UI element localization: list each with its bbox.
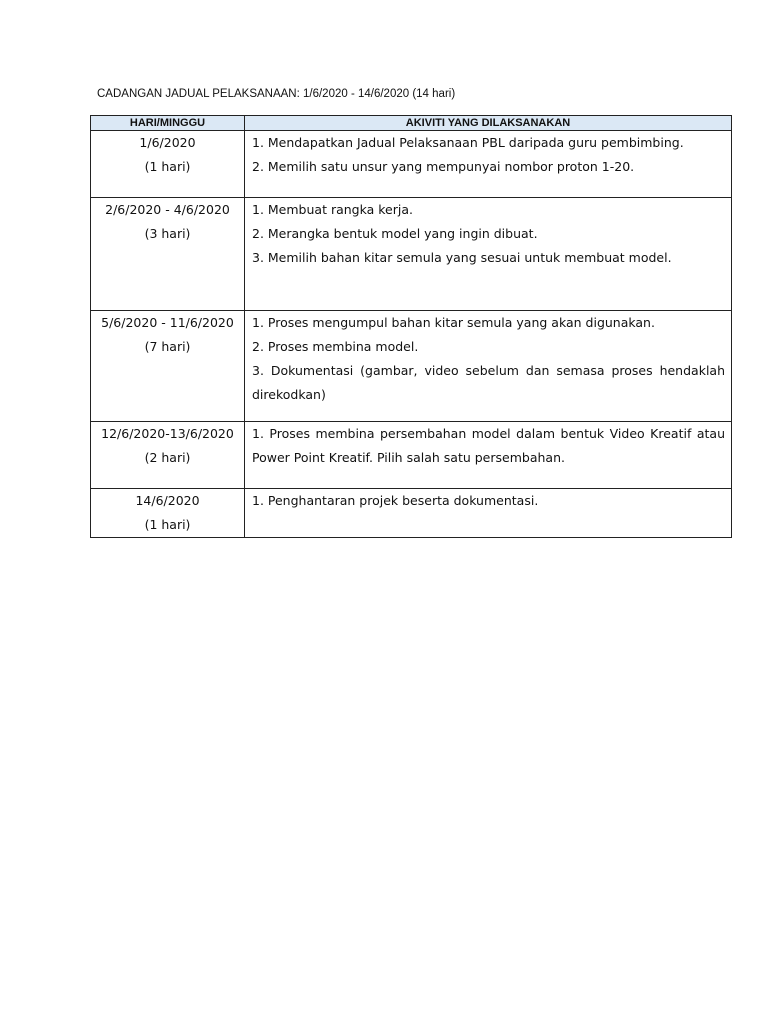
activities-cell (245, 198, 732, 311)
date-range: 1/6/2020 (139, 135, 196, 150)
activity-item: 2. Memilih satu unsur yang mempunyai nombor proton 1-20. (252, 159, 635, 174)
activities-cell (245, 489, 732, 538)
table-row (91, 489, 732, 538)
table-row (91, 131, 732, 198)
duration: (2 hari) (144, 450, 191, 465)
date-cell (91, 131, 245, 198)
activity-item: 1. Membuat rangka kerja. (252, 202, 413, 217)
column-header-activities: AKIVITI YANG DILAKSANAKAN (245, 116, 732, 131)
activity-item: 1. Penghantaran projek beserta dokumentasi. (252, 493, 539, 508)
schedule-table (90, 115, 732, 538)
duration: (1 hari) (144, 517, 191, 532)
date-cell (91, 489, 245, 538)
activities-cell (245, 311, 732, 422)
activity-item: 3. Dokumentasi (gambar, video sebelum dan semasa proses hendaklah direkodkan) (252, 363, 725, 402)
date-cell (91, 311, 245, 422)
activity-item: 1. Proses mengumpul bahan kitar semula yang akan digunakan. (252, 315, 655, 330)
date-cell (91, 198, 245, 311)
document-title: CADANGAN JADUAL PELAKSANAAN: 1/6/2020 - 14/6/2020 (14 hari) (97, 88, 456, 100)
date-range: 12/6/2020-13/6/2020 (101, 426, 234, 441)
date-range: 5/6/2020 - 11/6/2020 (101, 315, 234, 330)
activities-cell (245, 422, 732, 489)
activity-item: 2. Merangka bentuk model yang ingin dibuat. (252, 226, 538, 241)
column-header-day-week: HARI/MINGGU (91, 116, 245, 131)
table-row (91, 198, 732, 311)
table-row (91, 422, 732, 489)
duration: (7 hari) (144, 339, 191, 354)
activity-item: 2. Proses membina model. (252, 339, 419, 354)
activity-item: 1. Mendapatkan Jadual Pelaksanaan PBL daripada guru pembimbing. (252, 135, 684, 150)
activities-cell (245, 131, 732, 198)
table-header-row (91, 116, 732, 131)
duration: (1 hari) (144, 159, 191, 174)
date-range: 2/6/2020 - 4/6/2020 (105, 202, 230, 217)
date-range: 14/6/2020 (135, 493, 200, 508)
table-row (91, 311, 732, 422)
activity-item: 3. Memilih bahan kitar semula yang sesuai untuk membuat model. (252, 250, 672, 265)
date-cell (91, 422, 245, 489)
duration: (3 hari) (144, 226, 191, 241)
activity-item: 1. Proses membina persembahan model dalam bentuk Video Kreatif atau Power Point Kreatif. Pilih salah satu persembahan. (252, 426, 725, 465)
